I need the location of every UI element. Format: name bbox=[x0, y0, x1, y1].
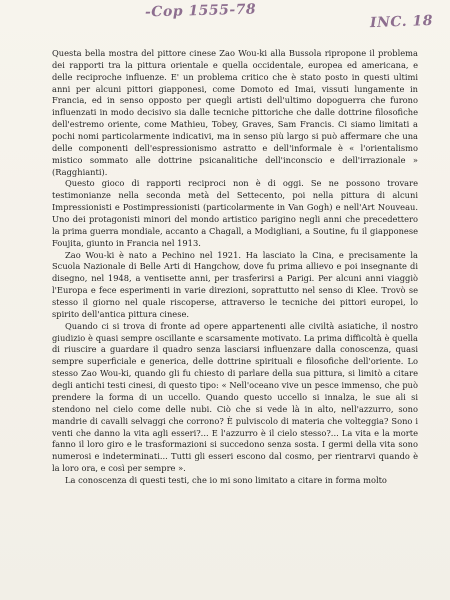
handwritten-annotation-left: -Cop 1555-78 bbox=[144, 1, 257, 21]
paragraph-4: Quando ci si trova di fronte ad opere appartenenti alle civiltà asiatiche, il nostro giudizio è quasi sempre oscillante e scarsamente motivato. La prima difficoltà è quella di riuscire a guardare il quadro senza lasciarsi influenzare dalla conoscenza, quasi sempre superficiale e generica, delle dottrine spirituali e filosofiche dell'oriente. Lo stesso Zao Wou-ki, quando gli fu chiesto di parlare della sua pittura, si limitò a citare degli antichi testi cinesi, di questo tipo: « Nell'oceano vive un pesce immenso, che può prendere la forma di un uccello. Quando questo uccello si innalza, le sue ali si stendono nel cielo come delle nubi. Ciò che si vede là in alto, nell'azzurro, sono mandrie di cavalli selvaggi che corrono? È pulviscolo di materia che volteggia? Sono i venti che danno la vita agli esseri?... E l'azzurro è il cielo stesso?... La vita e la morte fanno il loro giro e le trasformazioni si succedono senza sosta. I germi della vita sono numerosi e indeterminati... Tutti gli esseri escono dal cosmo, per rientrarvi quando è la loro ora, e così per sempre ». bbox=[52, 320, 418, 474]
handwritten-annotation-right: INC. 18 bbox=[369, 12, 434, 32]
paragraph-2: Questo gioco di rapporti reciproci non è di oggi. Se ne possono trovare testimonianze nella seconda metà del Settecento, poi nella pittura di alcuni Impressionisti e Postimpressionisti (particolarmente in Van Gogh) e nell'Art Nouveau. Uno dei protagonisti minori del mondo artistico parigino negli anni che precedettero la prima guerra mondiale, accanto a Chagall, a Modigliani, a Soutine, fu il giapponese Foujita, giunto in Francia nel 1913. bbox=[52, 178, 418, 248]
paragraph-3: Zao Wou-ki è nato a Pechino nel 1921. Ha lasciato la Cina, e precisamente la Scuola Nazionale di Belle Arti di Hangchow, dove fu prima allievo e poi insegnante di disegno, nel 1948, a ventisette anni, per trasferirsi a Parigi. Per alcuni anni viaggiò l'Europa e fece esperimenti in varie direzioni, soprattutto nel senso di Klee. Trovò se stesso il giorno nel quale riscoperse, attraverso le tecniche dei pittori europei, lo spirito dell'antica pittura cinese. bbox=[52, 249, 418, 319]
paragraph-5: La conoscenza di questi testi, che io mi sono limitato a citare in forma molto bbox=[65, 474, 387, 485]
paragraph-1: Questa bella mostra del pittore cinese Zao Wou-ki alla Bussola ripropone il problema dei rapporti tra la pittura orientale e quella occidentale, europea ed americana, e delle reciproche influenze. E' un problema critico che è stato posto in questi ultimi anni per alcuni pittori giapponesi, come Domoto ed Imai, vissuti lungamente in Francia, ed in senso opposto per quegli artisti dell'ultimo dopoguerra che furono influenzati in modo decisivo sia dalle tecniche pittoriche che dalle dottrine filosofiche dell'estremo oriente, come Mathieu, Tobey, Graves, Sam Francis. Ci siamo limitati a pochi nomi particolarmente indicativi, ma in senso più largo si può affermare che una delle componenti dell'espressionismo astratto e dell'informale è « l'orientalismo mistico sommato alle dottrine psicanalitiche dell'inconscio e dell'irrazionale » (Ragghianti). bbox=[52, 48, 418, 177]
article-body bbox=[52, 48, 418, 487]
